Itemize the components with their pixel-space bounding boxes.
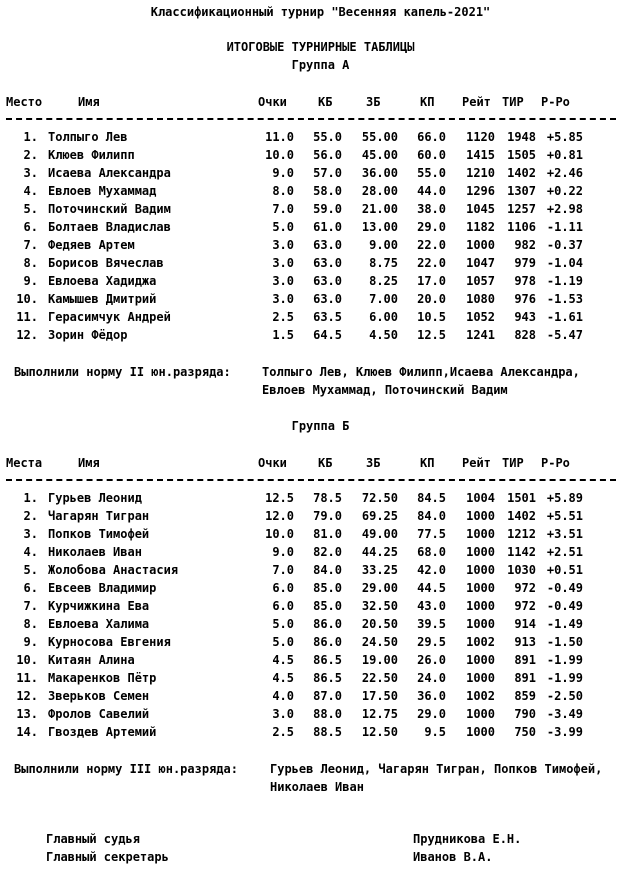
cell-place: 14. xyxy=(16,725,38,739)
cell-place: 6. xyxy=(23,581,38,595)
cell-points: 6.0 xyxy=(272,599,294,613)
cell-kb: 57.0 xyxy=(313,166,342,180)
cell-place: 3. xyxy=(23,527,38,541)
table-row xyxy=(0,689,641,703)
cell-name: Исаева Александра xyxy=(48,166,171,180)
cell-name: Гвоздев Артемий xyxy=(48,725,157,739)
cell-points: 4.5 xyxy=(272,653,294,667)
cell-kb: 86.0 xyxy=(313,617,342,631)
cell-points: 5.0 xyxy=(272,635,294,649)
chief-secretary-name: Иванов В.А. xyxy=(413,850,493,864)
cell-rro: +0.51 xyxy=(546,563,583,577)
cell-name: Евсеев Владимир xyxy=(48,581,157,595)
cell-place: 12. xyxy=(16,328,38,342)
cell-points: 11.0 xyxy=(265,130,294,144)
cell-rro: -1.61 xyxy=(546,310,583,324)
column-header-tir: ТИР xyxy=(502,456,524,470)
cell-rro: -1.49 xyxy=(546,617,583,631)
cell-name: Федяев Артем xyxy=(48,238,135,252)
header-row xyxy=(0,456,641,470)
cell-zb: 13.00 xyxy=(361,220,398,234)
cell-name: Камышев Дмитрий xyxy=(48,292,157,306)
cell-rro: -0.49 xyxy=(546,599,583,613)
cell-rating: 1000 xyxy=(466,725,495,739)
cell-points: 4.0 xyxy=(272,689,294,703)
cell-tir: 790 xyxy=(514,707,536,721)
cell-kp: 44.0 xyxy=(417,184,446,198)
cell-name: Жолобова Анастасия xyxy=(48,563,179,577)
column-header-rating: Рейт xyxy=(462,456,491,470)
cell-place: 2. xyxy=(23,509,38,523)
cell-points: 7.0 xyxy=(272,563,294,577)
column-header-kb: КБ xyxy=(318,95,333,109)
cell-kp: 29.0 xyxy=(417,220,446,234)
cell-zb: 20.50 xyxy=(361,617,398,631)
cell-zb: 4.50 xyxy=(369,328,398,342)
cell-zb: 49.00 xyxy=(361,527,398,541)
cell-rating: 1000 xyxy=(466,707,495,721)
cell-rro: -3.49 xyxy=(546,707,583,721)
cell-rro: -5.47 xyxy=(546,328,583,342)
cell-zb: 9.00 xyxy=(369,238,398,252)
cell-place: 10. xyxy=(16,292,38,306)
cell-place: 11. xyxy=(16,671,38,685)
column-header-rro: Р-Ро xyxy=(541,95,570,109)
cell-tir: 1030 xyxy=(507,563,536,577)
cell-kb: 58.0 xyxy=(313,184,342,198)
table-row xyxy=(0,256,641,270)
cell-rro: -3.99 xyxy=(546,725,583,739)
column-header-tir: ТИР xyxy=(502,95,524,109)
cell-zb: 28.00 xyxy=(361,184,398,198)
chief-judge-name: Прудникова Е.Н. xyxy=(413,832,522,846)
cell-points: 7.0 xyxy=(272,202,294,216)
column-header-kp: КП xyxy=(420,95,435,109)
cell-kb: 78.5 xyxy=(313,491,342,505)
chief-judge-role: Главный судья xyxy=(46,832,140,846)
cell-rating: 1000 xyxy=(466,527,495,541)
cell-rating: 1045 xyxy=(466,202,495,216)
cell-kb: 63.5 xyxy=(313,310,342,324)
cell-tir: 1307 xyxy=(507,184,536,198)
cell-rating: 1000 xyxy=(466,509,495,523)
cell-kp: 60.0 xyxy=(417,148,446,162)
cell-kb: 86.5 xyxy=(313,671,342,685)
cell-tir: 976 xyxy=(514,292,536,306)
group-b-norm-label: Выполнили норму III юн.разряда: xyxy=(14,762,238,776)
table-row xyxy=(0,274,641,288)
table-row xyxy=(0,184,641,198)
table-row xyxy=(0,563,641,577)
cell-tir: 1212 xyxy=(507,527,536,541)
cell-rro: +5.51 xyxy=(546,509,583,523)
cell-rro: +5.89 xyxy=(546,491,583,505)
cell-kb: 55.0 xyxy=(313,130,342,144)
cell-kb: 86.0 xyxy=(313,635,342,649)
cell-name: Курчижкина Ева xyxy=(48,599,150,613)
table-row xyxy=(0,328,641,342)
cell-tir: 891 xyxy=(514,653,536,667)
cell-kb: 63.0 xyxy=(313,292,342,306)
cell-place: 1. xyxy=(23,491,38,505)
column-header-points: Очки xyxy=(258,456,287,470)
cell-rating: 1000 xyxy=(466,238,495,252)
cell-kp: 26.0 xyxy=(417,653,446,667)
cell-name: Чагарян Тигран xyxy=(48,509,150,523)
cell-kp: 12.5 xyxy=(417,328,446,342)
cell-name: Попков Тимофей xyxy=(48,527,150,541)
cell-rro: +0.22 xyxy=(546,184,583,198)
cell-rating: 1002 xyxy=(466,635,495,649)
cell-points: 5.0 xyxy=(272,617,294,631)
cell-rro: -1.04 xyxy=(546,256,583,270)
column-header-rro: Р-Ро xyxy=(541,456,570,470)
table-row xyxy=(0,292,641,306)
cell-rro: -1.19 xyxy=(546,274,583,288)
cell-rating: 1241 xyxy=(466,328,495,342)
cell-place: 12. xyxy=(16,689,38,703)
cell-kp: 22.0 xyxy=(417,256,446,270)
cell-kb: 81.0 xyxy=(313,527,342,541)
cell-zb: 12.50 xyxy=(361,725,398,739)
cell-rating: 1047 xyxy=(466,256,495,270)
cell-kb: 85.0 xyxy=(313,599,342,613)
cell-zb: 7.00 xyxy=(369,292,398,306)
cell-rro: +2.51 xyxy=(546,545,583,559)
cell-place: 6. xyxy=(23,220,38,234)
group-a-title: Группа А xyxy=(291,58,350,72)
cell-tir: 1948 xyxy=(507,130,536,144)
column-header-rating: Рейт xyxy=(462,95,491,109)
group-b-norm-line2: Николаев Иван xyxy=(270,780,364,794)
cell-kb: 85.0 xyxy=(313,581,342,595)
cell-tir: 1257 xyxy=(507,202,536,216)
cell-kp: 24.0 xyxy=(417,671,446,685)
cell-name: Гурьев Леонид xyxy=(48,491,142,505)
cell-rro: +2.98 xyxy=(546,202,583,216)
cell-name: Поточинский Вадим xyxy=(48,202,171,216)
column-header-place: Места xyxy=(6,456,43,470)
table-row xyxy=(0,581,641,595)
cell-rating: 1000 xyxy=(466,617,495,631)
cell-name: Герасимчук Андрей xyxy=(48,310,171,324)
cell-kp: 22.0 xyxy=(417,238,446,252)
cell-place: 7. xyxy=(23,599,38,613)
cell-kb: 59.0 xyxy=(313,202,342,216)
table-row xyxy=(0,653,641,667)
column-header-place: Место xyxy=(6,95,43,109)
cell-zb: 36.00 xyxy=(361,166,398,180)
cell-rating: 1210 xyxy=(466,166,495,180)
table-row xyxy=(0,166,641,180)
cell-kp: 55.0 xyxy=(417,166,446,180)
cell-zb: 19.00 xyxy=(361,653,398,667)
column-header-points: Очки xyxy=(258,95,287,109)
document-subtitle: ИТОГОВЫЕ ТУРНИРНЫЕ ТАБЛИЦЫ xyxy=(226,40,415,54)
column-header-name: Имя xyxy=(78,456,100,470)
chief-secretary-role: Главный секретарь xyxy=(46,850,169,864)
table-row xyxy=(0,491,641,505)
cell-rating: 1000 xyxy=(466,599,495,613)
cell-kb: 63.0 xyxy=(313,238,342,252)
cell-kp: 68.0 xyxy=(417,545,446,559)
cell-tir: 972 xyxy=(514,581,536,595)
cell-zb: 21.00 xyxy=(361,202,398,216)
cell-kb: 61.0 xyxy=(313,220,342,234)
cell-kp: 38.0 xyxy=(417,202,446,216)
cell-zb: 69.25 xyxy=(361,509,398,523)
table-row xyxy=(0,509,641,523)
cell-kb: 56.0 xyxy=(313,148,342,162)
cell-place: 9. xyxy=(23,635,38,649)
table-row xyxy=(0,148,641,162)
cell-kb: 82.0 xyxy=(313,545,342,559)
cell-name: Китаян Алина xyxy=(48,653,135,667)
cell-place: 11. xyxy=(16,310,38,324)
cell-rating: 1000 xyxy=(466,671,495,685)
cell-points: 10.0 xyxy=(265,148,294,162)
table-row xyxy=(0,545,641,559)
cell-zb: 22.50 xyxy=(361,671,398,685)
cell-kb: 86.5 xyxy=(313,653,342,667)
cell-kp: 77.5 xyxy=(417,527,446,541)
cell-rating: 1004 xyxy=(466,491,495,505)
column-header-name: Имя xyxy=(78,95,100,109)
table-row xyxy=(0,599,641,613)
cell-kp: 10.5 xyxy=(417,310,446,324)
cell-name: Евлоев Мухаммад xyxy=(48,184,157,198)
cell-place: 9. xyxy=(23,274,38,288)
cell-rating: 1000 xyxy=(466,581,495,595)
cell-points: 10.0 xyxy=(265,527,294,541)
cell-rro: -1.99 xyxy=(546,653,583,667)
cell-rro: -2.50 xyxy=(546,689,583,703)
cell-name: Толпыго Лев xyxy=(48,130,128,144)
cell-zb: 6.00 xyxy=(369,310,398,324)
cell-name: Николаев Иван xyxy=(48,545,142,559)
cell-points: 12.5 xyxy=(265,491,294,505)
cell-place: 1. xyxy=(23,130,38,144)
table-row xyxy=(0,220,641,234)
cell-points: 9.0 xyxy=(272,166,294,180)
cell-rating: 1000 xyxy=(466,653,495,667)
cell-kb: 88.0 xyxy=(313,707,342,721)
cell-tir: 979 xyxy=(514,256,536,270)
cell-zb: 29.00 xyxy=(361,581,398,595)
cell-rating: 1052 xyxy=(466,310,495,324)
cell-zb: 72.50 xyxy=(361,491,398,505)
cell-name: Евлоева Хадиджа xyxy=(48,274,157,288)
table-row xyxy=(0,238,641,252)
cell-points: 12.0 xyxy=(265,509,294,523)
cell-zb: 17.50 xyxy=(361,689,398,703)
cell-points: 8.0 xyxy=(272,184,294,198)
group-b-title: Группа Б xyxy=(291,419,350,433)
cell-tir: 914 xyxy=(514,617,536,631)
group-a-norm-line1: Толпыго Лев, Клюев Филипп,Исаева Александра, xyxy=(262,365,580,379)
cell-name: Борисов Вячеслав xyxy=(48,256,164,270)
table-row xyxy=(0,310,641,324)
cell-points: 3.0 xyxy=(272,274,294,288)
cell-rro: -1.53 xyxy=(546,292,583,306)
cell-kp: 36.0 xyxy=(417,689,446,703)
cell-kp: 9.5 xyxy=(424,725,446,739)
cell-place: 2. xyxy=(23,148,38,162)
cell-kb: 64.5 xyxy=(313,328,342,342)
cell-kp: 43.0 xyxy=(417,599,446,613)
table-row xyxy=(0,202,641,216)
cell-rating: 1057 xyxy=(466,274,495,288)
cell-rating: 1000 xyxy=(466,545,495,559)
cell-kp: 17.0 xyxy=(417,274,446,288)
cell-tir: 1142 xyxy=(507,545,536,559)
cell-name: Клюев Филипп xyxy=(48,148,135,162)
cell-rro: +5.85 xyxy=(546,130,583,144)
cell-rating: 1120 xyxy=(466,130,495,144)
table-row xyxy=(0,707,641,721)
table-row xyxy=(0,527,641,541)
cell-tir: 859 xyxy=(514,689,536,703)
cell-kb: 88.5 xyxy=(313,725,342,739)
cell-zb: 33.25 xyxy=(361,563,398,577)
cell-kb: 63.0 xyxy=(313,256,342,270)
cell-tir: 1505 xyxy=(507,148,536,162)
group-a-norm-line2: Евлоев Мухаммад, Поточинский Вадим xyxy=(262,383,508,397)
cell-points: 1.5 xyxy=(272,328,294,342)
cell-zb: 8.25 xyxy=(369,274,398,288)
cell-points: 4.5 xyxy=(272,671,294,685)
column-header-kb: КБ xyxy=(318,456,333,470)
cell-kp: 29.5 xyxy=(417,635,446,649)
cell-tir: 1402 xyxy=(507,166,536,180)
cell-zb: 44.25 xyxy=(361,545,398,559)
cell-tir: 1402 xyxy=(507,509,536,523)
cell-name: Курносова Евгения xyxy=(48,635,171,649)
cell-kb: 79.0 xyxy=(313,509,342,523)
cell-points: 3.0 xyxy=(272,292,294,306)
cell-kp: 20.0 xyxy=(417,292,446,306)
cell-place: 5. xyxy=(23,202,38,216)
cell-rro: -0.49 xyxy=(546,581,583,595)
cell-points: 3.0 xyxy=(272,256,294,270)
column-header-zb: ЗБ xyxy=(366,95,381,109)
cell-rro: -1.50 xyxy=(546,635,583,649)
column-header-kp: КП xyxy=(420,456,435,470)
group-a-norm-label: Выполнили норму II юн.разряда: xyxy=(14,365,231,379)
cell-name: Фролов Савелий xyxy=(48,707,150,721)
cell-points: 3.0 xyxy=(272,707,294,721)
cell-name: Зверьков Семен xyxy=(48,689,150,703)
cell-place: 7. xyxy=(23,238,38,252)
cell-place: 13. xyxy=(16,707,38,721)
cell-kb: 87.0 xyxy=(313,689,342,703)
cell-tir: 891 xyxy=(514,671,536,685)
cell-points: 3.0 xyxy=(272,238,294,252)
cell-points: 2.5 xyxy=(272,725,294,739)
cell-points: 5.0 xyxy=(272,220,294,234)
cell-tir: 913 xyxy=(514,635,536,649)
cell-rating: 1000 xyxy=(466,563,495,577)
cell-place: 8. xyxy=(23,256,38,270)
cell-place: 10. xyxy=(16,653,38,667)
cell-rating: 1296 xyxy=(466,184,495,198)
cell-tir: 972 xyxy=(514,599,536,613)
cell-zb: 55.00 xyxy=(361,130,398,144)
cell-points: 2.5 xyxy=(272,310,294,324)
cell-kp: 66.0 xyxy=(417,130,446,144)
cell-zb: 24.50 xyxy=(361,635,398,649)
table-row xyxy=(0,671,641,685)
cell-rating: 1415 xyxy=(466,148,495,162)
cell-rro: +0.81 xyxy=(546,148,583,162)
cell-place: 5. xyxy=(23,563,38,577)
cell-points: 6.0 xyxy=(272,581,294,595)
column-header-zb: ЗБ xyxy=(366,456,381,470)
cell-kp: 42.0 xyxy=(417,563,446,577)
cell-tir: 1501 xyxy=(507,491,536,505)
cell-name: Евлоева Халима xyxy=(48,617,150,631)
cell-name: Зорин Фёдор xyxy=(48,328,128,342)
group-b-divider xyxy=(6,479,616,481)
cell-rating: 1182 xyxy=(466,220,495,234)
cell-place: 3. xyxy=(23,166,38,180)
cell-points: 9.0 xyxy=(272,545,294,559)
cell-place: 4. xyxy=(23,184,38,198)
group-a-divider xyxy=(6,118,616,120)
header-row xyxy=(0,95,641,109)
cell-zb: 8.75 xyxy=(369,256,398,270)
cell-kp: 39.5 xyxy=(417,617,446,631)
table-row xyxy=(0,617,641,631)
cell-kp: 84.0 xyxy=(417,509,446,523)
cell-name: Макаренков Пётр xyxy=(48,671,157,685)
cell-rro: +3.51 xyxy=(546,527,583,541)
table-row xyxy=(0,725,641,739)
cell-name: Болтаев Владислав xyxy=(48,220,171,234)
cell-tir: 1106 xyxy=(507,220,536,234)
cell-kb: 84.0 xyxy=(313,563,342,577)
cell-kp: 29.0 xyxy=(417,707,446,721)
cell-place: 8. xyxy=(23,617,38,631)
cell-zb: 45.00 xyxy=(361,148,398,162)
cell-tir: 750 xyxy=(514,725,536,739)
cell-rating: 1080 xyxy=(466,292,495,306)
group-b-norm-line1: Гурьев Леонид, Чагарян Тигран, Попков Тимофей, xyxy=(270,762,603,776)
cell-rating: 1002 xyxy=(466,689,495,703)
cell-kp: 84.5 xyxy=(417,491,446,505)
cell-rro: -1.11 xyxy=(546,220,583,234)
cell-tir: 978 xyxy=(514,274,536,288)
cell-kp: 44.5 xyxy=(417,581,446,595)
document-title: Классификационный турнир "Весенняя капель-2021" xyxy=(150,5,491,19)
cell-kb: 63.0 xyxy=(313,274,342,288)
table-row xyxy=(0,130,641,144)
cell-rro: -0.37 xyxy=(546,238,583,252)
cell-zb: 12.75 xyxy=(361,707,398,721)
table-row xyxy=(0,635,641,649)
cell-rro: +2.46 xyxy=(546,166,583,180)
cell-tir: 828 xyxy=(514,328,536,342)
cell-tir: 982 xyxy=(514,238,536,252)
cell-rro: -1.99 xyxy=(546,671,583,685)
cell-zb: 32.50 xyxy=(361,599,398,613)
cell-place: 4. xyxy=(23,545,38,559)
cell-tir: 943 xyxy=(514,310,536,324)
